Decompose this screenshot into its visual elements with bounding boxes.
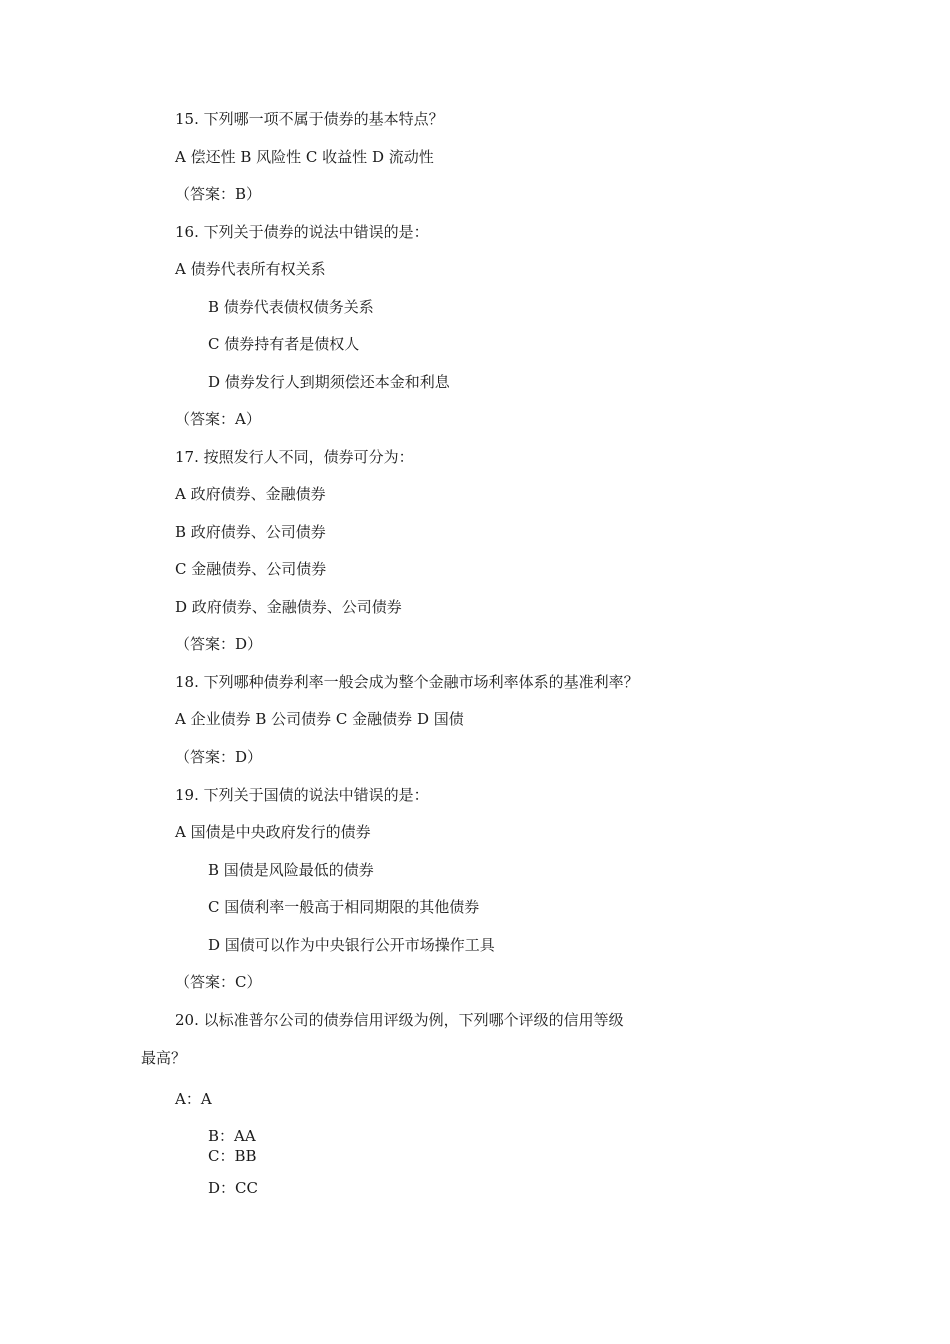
question-15-answer: （答案：B） — [175, 185, 262, 203]
question-15-options: A 偿还性 B 风险性 C 收益性 D 流动性 — [175, 148, 434, 166]
question-17-option-a: A 政府债券、金融债券 — [175, 485, 326, 503]
question-16-option-b: B 债券代表债权债务关系 — [208, 298, 374, 316]
question-19-answer: （答案：C） — [175, 973, 262, 991]
question-20-option-c: C：BB — [208, 1147, 257, 1165]
question-19: 19. 下列关于国债的说法中错误的是： — [175, 786, 429, 804]
question-18-options: A 企业债券 B 公司债券 C 金融债券 D 国债 — [175, 710, 464, 728]
question-20-option-d: D：CC — [208, 1179, 258, 1197]
question-20-option-b: B：AA — [208, 1127, 256, 1145]
question-19-option-a: A 国债是中央政府发行的债券 — [175, 823, 371, 841]
question-18: 18. 下列哪种债券利率一般会成为整个金融市场利率体系的基准利率？ — [175, 673, 639, 691]
question-18-answer: （答案：D） — [175, 748, 263, 766]
question-16-option-d: D 债券发行人到期须偿还本金和利息 — [208, 373, 450, 391]
question-15: 15. 下列哪一项不属于债券的基本特点？ — [175, 110, 444, 128]
question-17-answer: （答案：D） — [175, 635, 263, 653]
question-19-option-d: D 国债可以作为中央银行公开市场操作工具 — [208, 936, 495, 954]
question-16-answer: （答案：A） — [175, 410, 261, 428]
question-16-option-a: A 债券代表所有权关系 — [175, 260, 326, 278]
question-20-continuation: 最高？ — [141, 1049, 187, 1067]
question-20-option-a: A：A — [175, 1090, 212, 1108]
question-20: 20. 以标准普尔公司的债券信用评级为例，下列哪个评级的信用等级 — [175, 1011, 624, 1029]
question-17-option-c: C 金融债券、公司债券 — [175, 560, 327, 578]
question-17-option-b: B 政府债券、公司债券 — [175, 523, 326, 541]
question-19-option-b: B 国债是风险最低的债券 — [208, 861, 374, 879]
question-19-option-c: C 国债利率一般高于相同期限的其他债券 — [208, 898, 480, 916]
question-16-option-c: C 债券持有者是债权人 — [208, 335, 360, 353]
question-16: 16. 下列关于债券的说法中错误的是： — [175, 223, 429, 241]
question-17-option-d: D 政府债券、金融债券、公司债券 — [175, 598, 402, 616]
question-17: 17. 按照发行人不同，债券可分为： — [175, 448, 414, 466]
